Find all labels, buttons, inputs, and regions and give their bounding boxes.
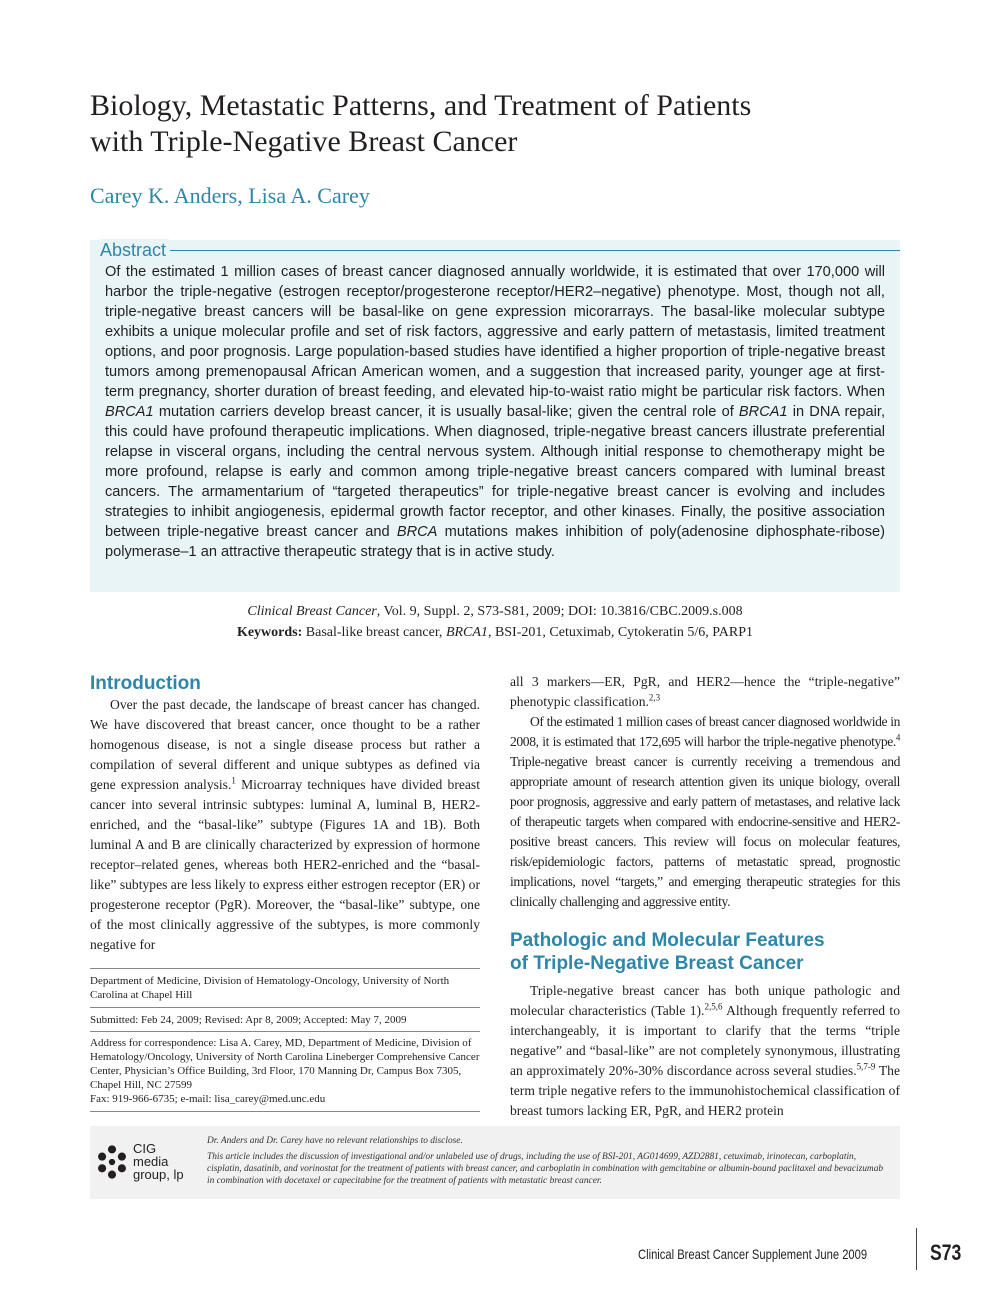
abstract-text: Of the estimated 1 million cases of breast cancer diagnosed annually worldwide, it is estimated that over 170,000 will harbor the triple-negative (estrogen receptor/progesterone receptor/HER2–negative) phenotype. Most, though not all, triple-negative breast cancers will be basal-like on gene expression micorarrays. The basal-like molecular subtype exhibits a unique molecular profile and set of risk factors, aggressive and early pattern of metastasis, limited treatment options, and poor prognosis. Large population-based studies have identified a higher proportion of triple-negative breast tumors among premenopausal African American women, and a suggestion that increased parity, younger age at first-term pregnancy, shorter duration of breast feeding, and elevated hip-to-waist ratio might be particular risk factors. When BRCA1 mutation carriers develop breast cancer, it is usually basal-like; given the central role of BRCA1 in DNA repair, this could have profound therapeutic implications. When diagnosed, triple-negative breast cancers illustrate preferential relapse in visceral organs, including the central nervous system. Although initial response to chemotherapy might be more profound, relapse is early and common among triple-negative breast cancers compared with luminal breast cancers. The armamentarium of “targeted therapeutics” for triple-negative breast cancer is evolving and includes strategies to inhibit angiogenesis, epidermal growth factor receptor, and other kinases. Finally, the positive association between triple-negative breast cancer and BRCA mutations makes inhibition of poly(adenosine diphosphate-ribose) polymerase–1 an attractive therapeutic strategy that is in active study. [105,264,886,560]
abstract-label: Abstract [100,239,169,261]
disclosure-text: Dr. Anders and Dr. Carey have no relevant relationships to disclose. This article includes the discussion of investigational and/or unlabeled use of drugs, including the use of BSI-201, AG014699, AZD2881, cetuximab, irinotecan, carboplatin, cisplatin, dasatinib, and vorinostat for the treatment of patients with breast cancer, and carboplatin in combination with gemcitabine or albumin-bound paclitaxel and bevacizumab in combination with docetaxel or capecitabine for the treatment of patients with metastatic breast cancer. [207,1136,884,1186]
article-title [90,88,910,160]
footnote-rule [90,968,480,969]
continued-paragraph: all 3 markers—ER, PgR, and HER2—hence the “triple-negative” phenotypic classification.$^{2,3}$ [510,674,900,709]
title-line-2: with Triple-Negative Breast Cancer [90,125,518,158]
affiliation-footnote: Department of Medicine, Division of Hematology-Oncology, University of North Carolina at Chapel Hill [90,975,450,1001]
citation: Clinical Breast Cancer, Vol. 9, Suppl. 2, S73-S81, 2009; DOI: 10.3816/CBC.2009.s.008 [247,604,743,619]
pathology-heading: Pathologic and Molecular Features of Triple-Negative Breast Cancer [510,930,825,974]
authors: Carey K. Anders, Lisa A. Carey [90,183,370,208]
keywords-label: Keywords: [236,625,303,640]
left-column [90,672,480,955]
footnote-rule [90,1111,480,1112]
introduction-heading: Introduction [90,673,201,694]
right-column [510,672,900,1121]
abstract-rule [170,250,900,251]
epidemiology-paragraph: Of the estimated 1 million cases of breast cancer diagnosed worldwide in 2008, it is estimated that 172,695 will harbor the triple-negative phenotype.$^4$ Triple-negative breast cancer is currently receiving a tremendous and appropriate amount of research attention given its unique biology, overall poor prognosis, aggressive and early pattern of metastases, and relative lack of therapeutic targets when compared with endocrine-sensitive and HER2-positive breast cancers. This review will focus on molecular features, risk/epidemiologic factors, patterns of metastatic spread, prognostic implications, novel “targets,” and emerging therapeutic strategies for this clinically challenging and aggressive entity. [510,714,900,909]
title-line-1: Biology, Metastatic Patterns, and Treatment of Patients [90,89,752,122]
footer-journal: Clinical Breast Cancer Supplement June 2009 [638,1246,868,1262]
journal-name: Clinical Breast Cancer [247,604,377,619]
footnote-rule [90,1007,480,1008]
cig-logo-text: CIG media group, lp [133,1141,184,1182]
pathology-paragraph: Triple-negative breast cancer has both unique pathologic and molecular characteristics (Table 1).$^{2,5,6}$ Although frequently referred to interchangeably, it is important to clarify that the terms “triple negative” and “basal-like” are not completely synonymous, illustrating an approximately 20%-30% discordance across several studies.$^{5,7-9}$ The term triple negative refers to the immunohistochemical classification of breast tumors lacking ER, PgR, and HER2 protein [510,983,900,1118]
intro-paragraph: Over the past decade, the landscape of breast cancer has changed. We have discovered that breast cancer, once thought to be a rather homogenous disease, is not a single disease process but rather a compilation of several different and unique subtypes as defined via gene expression analysis.$^1$ Microarray techniques have divided breast cancer into several intrinsic subtypes: luminal A, luminal B, HER2-enriched, and the “basal-like” subtype (Figures 1A and 1B). Both luminal A and B are clinically characterized by expression of hormone receptor–related genes, whereas both HER2-enriched and the “basal-like” subtypes are less likely to express either estrogen receptor (ER) or progesterone receptor (PgR). Moreover, the “basal-like” subtype, one of the most clinically aggressive of the subtypes, is more commonly negative for [90,697,480,952]
footer-divider [916,1228,917,1270]
page-number: S73 [930,1240,962,1265]
footnote-rule [90,1031,480,1032]
dates-footnote: Submitted: Feb 24, 2009; Revised: Apr 8, 2009; Accepted: May 7, 2009 [90,1014,407,1026]
correspondence-footnote: Address for correspondence: Lisa A. Carey, MD, Department of Medicine, Division of Hematology/Oncology, University of North Carolina Lineberger Comprehensive Cancer Center, Physician’s Office Building, 3rd Floor, 170 Manning Dr, Campus Box 7305, Chapel Hill, NC 27599 Fax: 919-966-6735; e-mail: lisa_carey@med.unc.edu [90,1037,480,1105]
cig-logo-icon [94,1144,130,1180]
keywords: Keywords: Basal-like breast cancer, BRCA1, BSI-201, Cetuximab, Cytokeratin 5/6, PARP1 [236,625,754,640]
